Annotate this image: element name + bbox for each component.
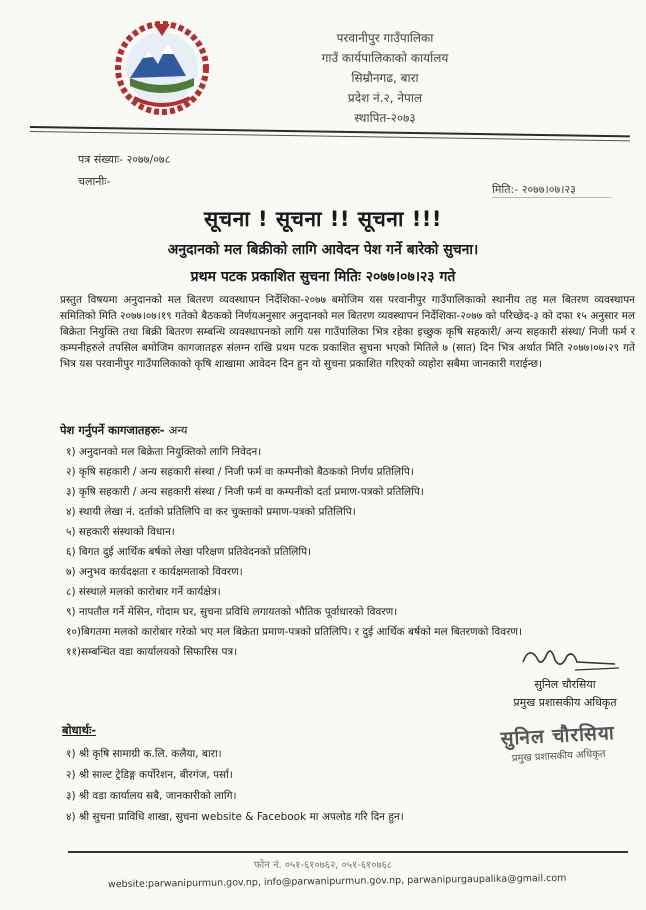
footer-web: website:parwanipurmun.gov.np, info@parwanipurmun.gov.np, parwanipurgaupalika@gmail.com xyxy=(107,872,567,891)
letterhead-address: सिम्रौनगढ, बारा xyxy=(351,71,419,85)
letter-date: मिति:- २०७७।०७।२३ xyxy=(492,182,612,198)
letterhead-municipality: परवानीपुर गाउँपालिका xyxy=(336,31,434,45)
reference-number: पत्र संख्याः- २०७७/०७८ xyxy=(78,153,171,166)
list-item: १) श्री कृषि सामाग्री क.लि. कलैया, बारा। xyxy=(66,748,222,760)
stamp-title: प्रमुख प्रशासकीय अधिकृत xyxy=(511,748,606,765)
footer-rule xyxy=(68,851,628,853)
list-item: ६) बिगत दुई आर्थिक बर्षको लेखा परिक्षण प्रतिवेदनको प्रतिलिपि। xyxy=(66,546,312,558)
list-item: ५) सहकारी संस्थाको विधान। xyxy=(66,526,175,538)
documents-heading xyxy=(60,423,187,438)
dispatch-number: चलानीः- xyxy=(78,175,111,188)
cc-list xyxy=(66,744,404,828)
list-item: ३) श्री वडा कार्यालय सबै, जानकारीको लागि। xyxy=(66,790,237,802)
notice-title: सूचना ! सूचना !! सूचना !!! xyxy=(204,207,442,231)
documents-heading-tail: अन्य xyxy=(168,423,188,437)
list-item: १) अनुदानको मल बिक्रेता नियुक्तिको लागि निवेदन। xyxy=(66,446,262,458)
list-item: २) श्री साल्ट ट्रेडिङ्ग कर्पोरेशन, बीरगंज, पर्सा। xyxy=(66,769,233,781)
letterhead-established: स्थापित-२०७३ xyxy=(354,111,416,125)
list-item: ११)सम्बन्धित वडा कार्यालयको सिफारिस पत्र। xyxy=(66,646,238,658)
cc-heading: बोधार्थः- xyxy=(62,723,97,737)
letterhead xyxy=(270,28,500,128)
stamp-name: सुनिल चौरसिया xyxy=(500,722,616,750)
list-item: ४) श्री सुचना प्राविधि शाखा, सुचना website & Facebook मा अपलोड गरि दिन हुन। xyxy=(66,811,404,823)
official-stamp xyxy=(487,718,629,765)
signatory-designation: प्रमुख प्रशासकीय अधिकृत xyxy=(513,696,617,709)
signatory xyxy=(480,676,646,712)
letterhead-province: प्रदेश नं.२, नेपाल xyxy=(347,91,423,105)
notice-body: प्रस्तुत विषयमा अनुदानको मल बितरण व्यवस्थापन निर्देशिका-२०७७ बमोजिम यस परवानीपुर गाउँपालिकाको स्थानीय तह मल बितरण व्यवस्थापन समितिको मिति २०७७।०७।१९ गतेको बैठकको निर्णयअनुसार अनुदानको मल बितरण व्यवस्थापन निर्देशिका-२०७७ को परिच्छेद-३ को दफा १५ अनुसार मल बिक्रेता नियुक्ति तथा बिक्री बितरण सम्बन्धि व्यवस्थापनको लागि यस गाउँपालिका भित्र रहेका इच्छुक कृषि सहकारी/ अन्य सहकारी संस्था/ निजी फर्म र कम्पनीहरुले तपसिल बमोजिम कागजातहरु संलग्न राखि प्रथम पटक प्रकाशित सुचना भएको मितिले ७ (सात) दिन भित्र अर्थात मिति २०७७।०७।२९ गते भित्र यस परवानीपुर गाउँपालिकाको कृषि शाखामा आवेदन दिन हुन यो सुचना प्रकाशित गरिएको व्यहोरा सबैमा जानकारी गराईन्छ। xyxy=(60,294,635,370)
handwritten-signature xyxy=(515,640,625,680)
list-item: १०)बिगतमा मलको कारोबार गरेको भए मल बिक्रेता प्रमाण-पत्रको प्रतिलिपि। र दुई आर्थिक बर्षको मल बितरणको विवरण। xyxy=(66,626,522,638)
list-item: ४) स्थायी लेखा नं. दर्ताको प्रतिलिपि वा कर चुक्ताको प्रमाण-पत्रको प्रतिलिपि। xyxy=(66,506,356,518)
signatory-name: सुनिल चौरसिया xyxy=(534,678,596,691)
nepal-emblem-icon xyxy=(112,16,212,116)
list-item: २) कृषि सहकारी / अन्य सहकारी संस्था / निजी फर्म वा कम्पनीको बैठकको निर्णय प्रतिलिपि। xyxy=(66,466,414,478)
letterhead-office: गाउँ कार्यपालिकाको कार्यालय xyxy=(321,51,449,65)
list-item: ८) संस्थाले मलको कारोबार गर्ने कार्यक्षेत्र। xyxy=(66,586,221,598)
list-item: ३) कृषि सहकारी / अन्य सहकारी संस्था / निजी फर्म वा कम्पनीको दर्ता प्रमाण-पत्रको प्रतिलिपि। xyxy=(66,486,424,498)
documents-heading-label: पेश गर्नुपर्ने कागजातहरुः- xyxy=(60,423,165,437)
footer-phone: फोन नं. ०५१-६१०७६२, ०५१-६१०७६८ xyxy=(253,860,393,871)
list-item: ९) नापतौल गर्ने मेसिन, गोदाम घर, सुचना प्रविधि लगायतको भौतिक पूर्वाधारको विवरण। xyxy=(66,606,398,618)
documents-list xyxy=(66,442,636,662)
list-item: ७) अनुभव कार्यदक्षता र कार्यक्षमताको विवरण। xyxy=(66,566,243,578)
publication-date: प्रथम पटक प्रकाशित सुचना मितिः २०७७।०७।२३ गते xyxy=(190,269,456,285)
notice-subject: अनुदानको मल बिक्रीको लागि आवेदन पेश गर्ने बारेको सुचना। xyxy=(167,242,479,258)
